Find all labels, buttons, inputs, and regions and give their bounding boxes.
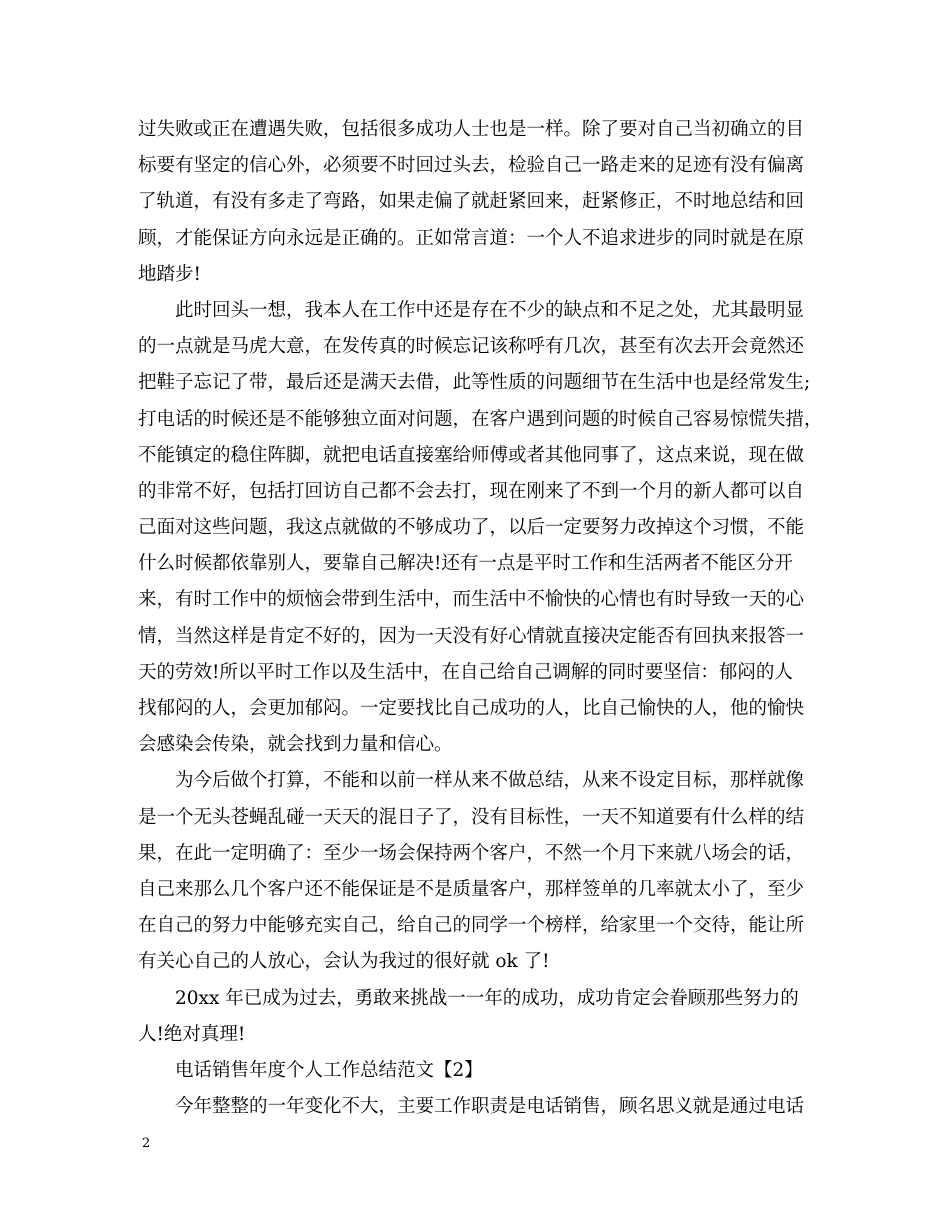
text-line: 在自己的努力中能够充实自己，给自己的同学一个榜样，给家里一个交待，能让所 [138, 915, 805, 937]
text-line: 找郁闷的人，会更加郁闷。一定要找比自己成功的人，比自己愉快的人，他的愉快 [138, 698, 805, 719]
text-line: 的一点就是马虎大意，在发传真的时候忘记该称呼有几次，甚至有次去开会竟然还 [138, 336, 805, 358]
text-line: 自己来那么几个客户还不能保证是不是质量客户，那样签单的几率就太小了，至少 [138, 878, 805, 900]
text-line: 的非常不好，包括打回访自己都不会去打，现在刚来了不到一个月的新人都可以自 [138, 480, 805, 502]
text-line: 什么时候都依靠别人，要靠自己解决!还有一点是平时工作和生活两者不能区分开 [138, 553, 793, 575]
text-line: 情，当然这样是肯定不好的，因为一天没有好心情就直接决定能否有回执来报答一 [138, 625, 805, 647]
text-line: 了轨道，有没有多走了弯路，如果走偏了就赶紧回来，赶紧修正，不时地总结和回 [138, 191, 805, 213]
text-line: 顾，才能保证方向永远是正确的。正如常言道：一个人不追求进步的同时就是在原 [138, 227, 805, 249]
text-line: 标要有坚定的信心外，必须要不时回过头去，检验自己一路走来的足迹有没有偏离 [138, 155, 805, 177]
text-line: 今年整整的一年变化不大，主要工作职责是电话销售，顾名思义就是通过电话 [175, 1096, 805, 1118]
text-line: 果，在此一定明确了：至少一场会保持两个客户，不然一个月下来就八场会的话， [138, 842, 805, 864]
text-line: 把鞋子忘记了带，最后还是满天去借，此等性质的问题细节在生活中也是经常发生; [138, 372, 811, 394]
text-line: 己面对这些问题，我这点就做的不够成功了，以后一定要努力改掉这个习惯，不能 [138, 517, 805, 539]
text-line: 天的劳效!所以平时工作以及生活中，在自己给自己调解的同时要坚信：郁闷的人 [138, 661, 793, 683]
text-line: 会感染会传染，就会找到力量和信心。 [138, 734, 453, 756]
text-line: 打电话的时候还是不能够独立面对问题，在客户遇到问题的时候自己容易惊慌失措， [138, 408, 823, 430]
page-number: 2 [142, 1136, 151, 1151]
text-line: 地踏步! [138, 263, 201, 285]
text-line: 为今后做个打算，不能和以前一样从来不做总结，从来不设定目标，那样就像 [175, 770, 805, 792]
text-line: 有关心自己的人放心，会认为我过的很好就 ok 了! [138, 951, 550, 973]
text-line: 此时回头一想，我本人在工作中还是存在不少的缺点和不足之处，尤其最明显 [175, 299, 805, 321]
text-line: 不能镇定的稳住阵脚，就把电话直接塞给师傅或者其他同事了，这点来说，现在做 [138, 444, 805, 466]
text-line: 电话销售年度个人工作总结范文【2】 [175, 1059, 483, 1081]
text-line: 人!绝对真理! [138, 1023, 246, 1045]
document-body [138, 112, 823, 1125]
text-line: 来，有时工作中的烦恼会带到生活中，而生活中不愉快的心情也有时导致一天的心 [138, 589, 805, 611]
text-line: 过失败或正在遭遇失败，包括很多成功人士也是一样。除了要对自己当初确立的目 [138, 119, 805, 140]
text-line: 20xx 年已成为过去，勇敢来挑战一一年的成功，成功肯定会眷顾那些努力的 [175, 987, 799, 1009]
text-line: 是一个无头苍蝇乱碰一天天的混日子了，没有目标性，一天不知道要有什么样的结 [138, 806, 805, 828]
